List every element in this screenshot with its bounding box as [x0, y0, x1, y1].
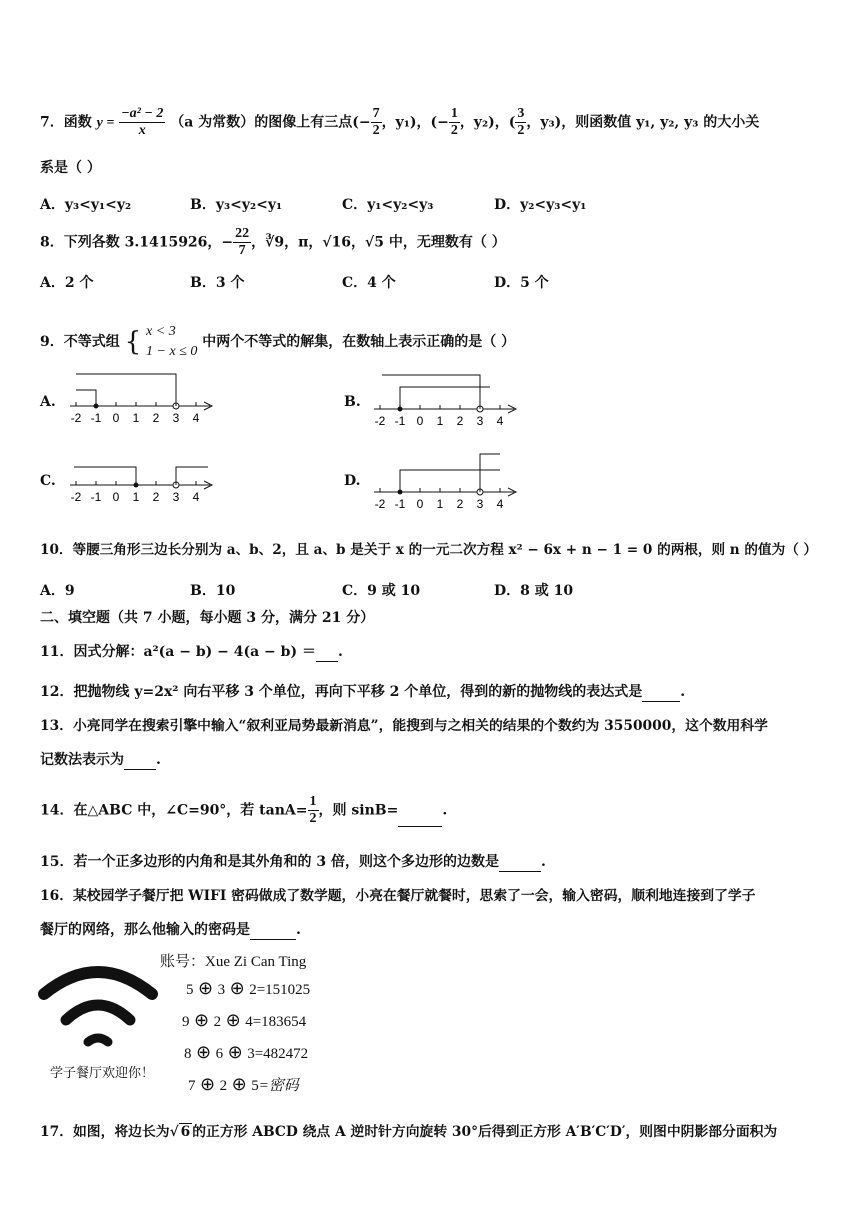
- q8-option-a: A．2 个: [40, 275, 94, 291]
- q10-option-b: B．10: [190, 583, 236, 599]
- q7-frac1: [371, 106, 382, 139]
- q7-function-fraction: [119, 106, 165, 139]
- q8-text-b: ，∛9，π，√16，√5 中，无理数有（ ）: [251, 234, 506, 251]
- q9-brace: {: [124, 327, 142, 357]
- tick-label: 1: [436, 497, 444, 511]
- q15-line: [40, 852, 546, 872]
- circle-plus-icon: ⊕: [221, 1010, 246, 1030]
- q8-line: [40, 226, 506, 259]
- q17-post: 的正方形 ABCD 绕点 A 逆时针方向旋转 30°后得到正方形 A′B′C′D′，则图中阴影部分面积为: [192, 1124, 778, 1140]
- q10-option-a: A．9: [40, 583, 75, 599]
- q13-line2: [40, 750, 161, 770]
- tick-label: 0: [416, 414, 424, 428]
- circle-plus-icon: ⊕: [193, 978, 218, 998]
- tick-label: 1: [132, 490, 140, 504]
- q13-text: 记数法表示为: [40, 752, 124, 768]
- q7-p1b: ，y₁)，(−: [381, 114, 449, 131]
- q13-blank: [124, 769, 156, 770]
- q12-end: .: [680, 684, 686, 700]
- tick-label: -1: [90, 490, 102, 504]
- tick-label: 4: [192, 490, 200, 504]
- q7-f3d: 2: [517, 123, 525, 138]
- q7-line1: [40, 106, 759, 139]
- tick-label: 3: [476, 414, 484, 428]
- circle-plus-icon: ⊕: [191, 1042, 216, 1062]
- operand: 2: [213, 1014, 222, 1030]
- q14-pre: 14．在△ABC 中，∠C=90°，若 tanA=: [40, 802, 308, 819]
- q7-option-c: C．y₁<y₂<y₃: [342, 197, 434, 213]
- wifi-equation-row: [182, 1010, 306, 1031]
- wifi-equation-row: [184, 1042, 308, 1063]
- q9-label-c: C.: [40, 473, 56, 489]
- result: =密码: [258, 1078, 299, 1094]
- operand: 3: [217, 982, 226, 998]
- q10-option-c: C．9 或 10: [342, 583, 421, 599]
- q7-p3b: ，y₃)，则函数值 y₁, y₂, y₃ 的大小关: [526, 114, 760, 131]
- wifi-account: 账号：Xue Zi Can Ting: [160, 954, 307, 970]
- tick-label: -1: [90, 411, 102, 425]
- q9-line: [40, 322, 515, 362]
- q9-inequality-2: 1 − x ≤ 0: [146, 344, 198, 359]
- tick-label: 3: [172, 411, 180, 425]
- operand: 9: [182, 1014, 190, 1030]
- tick-label: 1: [436, 414, 444, 428]
- q13-end: .: [156, 752, 161, 768]
- q14-fd: 2: [309, 811, 317, 826]
- q7-prefix: 函数: [63, 114, 92, 131]
- q7-func-num: −a² − 2: [121, 106, 164, 121]
- q8-fd: 7: [238, 243, 246, 258]
- q15-text: 15．若一个正多边形的内角和是其外角和的 3 倍，则这个多边形的边数是: [40, 854, 499, 870]
- q9-number: 9．不等式组: [40, 334, 120, 350]
- operand: 5: [186, 982, 194, 998]
- q14-fraction: [308, 794, 319, 827]
- q7-option-d: D．y₂<y₃<y₁: [494, 197, 587, 213]
- q13-line1: 13．小亮同学在搜索引擎中输入“叙利亚局势最新消息”，能搜到与之相关的结果的个数约为 3550000，这个数用科学: [40, 718, 768, 734]
- q7-f2d: 2: [450, 123, 458, 138]
- tick-label: 4: [496, 414, 504, 428]
- q17-pre: 17．如图，将边长为: [40, 1124, 170, 1140]
- q15-blank: [499, 871, 541, 872]
- q9-system: [146, 322, 197, 362]
- q7-f1d: 2: [372, 123, 380, 138]
- q8-fraction: [233, 226, 251, 259]
- q7-frac2: [449, 106, 460, 139]
- wifi-icon: [38, 960, 158, 1060]
- q11-blank: [316, 661, 338, 662]
- result: =183654: [252, 1014, 307, 1030]
- q9-numberline-c: [66, 449, 216, 509]
- q15-end: .: [540, 854, 546, 870]
- q7-f3n: 3: [517, 106, 525, 121]
- q8-option-c: C．4 个: [342, 275, 396, 291]
- q9-numberline-b: [370, 373, 520, 433]
- q11-text: 11．因式分解：a²(a − b) − 4(a − b) ＝: [40, 644, 316, 660]
- result: =482472: [254, 1046, 309, 1062]
- tick-label: 1: [132, 411, 140, 425]
- q17-radicand: 6: [180, 1124, 191, 1140]
- tick-label: 0: [112, 490, 120, 504]
- wifi-equation-row: [186, 978, 310, 999]
- q7-number: 7．: [40, 114, 64, 131]
- q14-blank: [398, 826, 442, 827]
- q14-line: [40, 794, 447, 827]
- tick-label: 2: [152, 490, 160, 504]
- tick-label: 2: [456, 414, 464, 428]
- q14-end: .: [442, 802, 448, 819]
- tick-label: -2: [374, 497, 386, 511]
- operand: 3: [247, 1046, 255, 1062]
- tick-label: 2: [456, 497, 464, 511]
- operand: 4: [245, 1014, 253, 1030]
- operand: 2: [249, 982, 257, 998]
- operand: 8: [184, 1046, 192, 1062]
- tick-label: -1: [394, 497, 406, 511]
- q16-blank: [250, 939, 296, 940]
- q14-post: ，则 sinB=: [318, 802, 399, 819]
- operand: 2: [219, 1078, 228, 1094]
- q8-option-b: B．3 个: [190, 275, 245, 291]
- circle-plus-icon: ⊕: [195, 1074, 220, 1094]
- q9-label-b: B.: [344, 394, 361, 410]
- q9-numberline-a: [66, 370, 216, 430]
- operand: 6: [215, 1046, 224, 1062]
- q7-func-den: x: [138, 123, 146, 138]
- tick-label: -2: [374, 414, 386, 428]
- q7-option-b: B．y₃<y₂<y₁: [190, 197, 283, 213]
- section-2-heading: 二、填空题（共 7 小题，每小题 3 分，满分 21 分）: [40, 610, 375, 626]
- q11-line: [40, 642, 343, 662]
- q7-note: （a 为常数）的图像上有三点: [170, 114, 353, 131]
- tick-label: 3: [172, 490, 180, 504]
- wifi-welcome: 学子餐厅欢迎你！: [50, 1066, 155, 1081]
- q9-numberline-d: [370, 456, 520, 516]
- q17-line: 17．如图，将边长为√ 6 的正方形 ABCD 绕点 A 逆时针方向旋转 30°后得到正方形 A′B′C′D′，则图中阴影部分面积为: [40, 1124, 778, 1140]
- q8-text-a: 8．下列各数 3.1415926，−: [40, 234, 234, 251]
- q7-f1n: 7: [372, 106, 380, 121]
- q7-option-a: A．y₃<y₁<y₂: [40, 197, 132, 213]
- q16-end: .: [296, 922, 301, 938]
- wifi-equation-row: [188, 1074, 299, 1095]
- q16-line2: [40, 920, 301, 940]
- q11-end: .: [337, 644, 343, 660]
- tick-label: 0: [416, 497, 424, 511]
- q16-line1: 16．某校园学子餐厅把 WIFI 密码做成了数学题，小亮在餐厅就餐时，思索了一会，输入密码，顺利地连接到了学子: [40, 888, 756, 904]
- q10-option-d: D．8 或 10: [494, 583, 574, 599]
- q8-option-d: D．5 个: [494, 275, 549, 291]
- tick-label: 0: [112, 411, 120, 425]
- circle-plus-icon: ⊕: [225, 978, 250, 998]
- tick-label: 3: [476, 497, 484, 511]
- q12-text: 12．把抛物线 y=2x² 向右平移 3 个单位，再向下平移 2 个单位，得到的新的抛物线的表达式是: [40, 684, 643, 700]
- q7-frac3: [515, 106, 526, 139]
- q14-fn: 1: [309, 794, 317, 809]
- q7-y: y =: [96, 115, 115, 131]
- tick-label: 4: [496, 497, 504, 511]
- q7-p2b: ，y₂)，(: [459, 114, 516, 131]
- tick-label: -1: [394, 414, 406, 428]
- q9-text: 中两个不等式的解集，在数轴上表示正确的是（ ）: [202, 334, 516, 350]
- q16-text: 餐厅的网络，那么他输入的密码是: [40, 922, 250, 938]
- q7-f2n: 1: [450, 106, 458, 121]
- operand: 7: [188, 1078, 196, 1094]
- tick-label: -2: [70, 411, 82, 425]
- q12-line: [40, 682, 685, 702]
- circle-plus-icon: ⊕: [223, 1042, 248, 1062]
- tick-label: -2: [70, 490, 82, 504]
- operand: 5: [251, 1078, 259, 1094]
- q8-fn: 22: [235, 226, 250, 241]
- q12-blank: [642, 701, 680, 702]
- q10-line: 10．等腰三角形三边长分别为 a、b、2，且 a、b 是关于 x 的一元二次方程 x² − 6x + n − 1 = 0 的两根，则 n 的值为（ ）: [40, 542, 818, 558]
- q7-line2: 系是（ ）: [40, 160, 101, 176]
- q7-p1: (−: [352, 114, 371, 131]
- tick-label: 2: [152, 411, 160, 425]
- q9-inequality-1: x < 3: [146, 324, 176, 339]
- circle-plus-icon: ⊕: [227, 1074, 252, 1094]
- q9-label-d: D.: [344, 473, 361, 489]
- tick-label: 4: [192, 411, 200, 425]
- q9-label-a: A.: [40, 394, 56, 410]
- result: =151025: [256, 982, 311, 998]
- circle-plus-icon: ⊕: [189, 1010, 214, 1030]
